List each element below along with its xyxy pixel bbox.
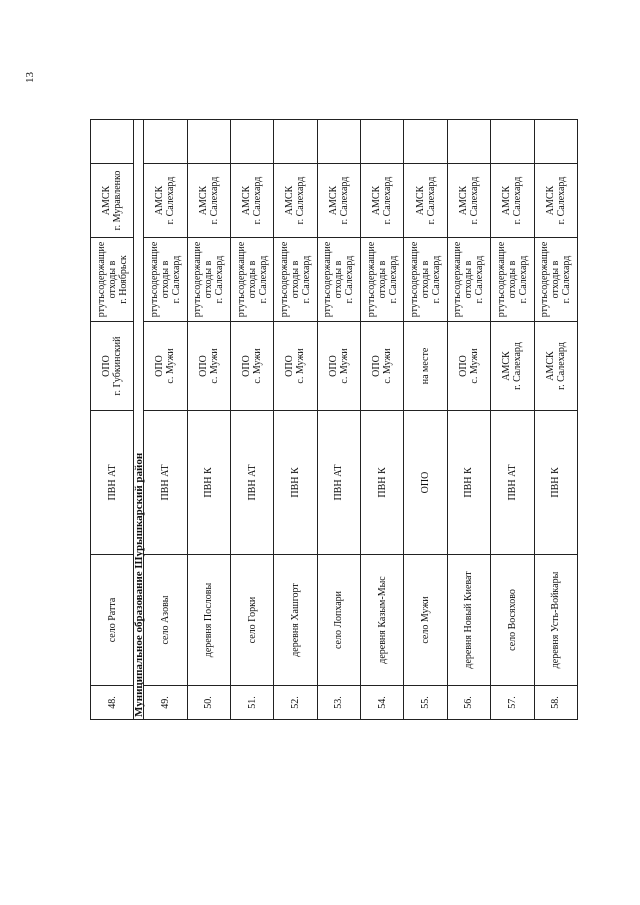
- cell-processing-organization: [534, 164, 578, 238]
- cell-settlement-name: [91, 555, 134, 686]
- cell-waste-description: [144, 238, 187, 322]
- cell-settlement-name: [534, 555, 578, 686]
- waste-description-line: отходы в: [550, 260, 562, 299]
- cell-storage-facility: [274, 322, 317, 411]
- waste-description-line: отходы в: [463, 260, 475, 299]
- cell-waste-description: [317, 238, 360, 322]
- settlement-name-line: деревня Пословы: [203, 582, 215, 658]
- table-body: [91, 120, 578, 720]
- storage-facility-line: с. Мужи: [165, 348, 177, 384]
- waste-description-line: отходы в: [159, 260, 171, 299]
- storage-facility-line: ОПО: [101, 355, 113, 377]
- waste-description-line: ртутьсодержащие: [452, 241, 464, 318]
- collection-point-line: ПВН АТ: [506, 464, 518, 501]
- storage-facility-line: ОПО: [241, 355, 253, 377]
- waste-description-line: ртутьсодержащие: [95, 241, 107, 318]
- settlement-name-line: деревня Казым-Мыс: [376, 576, 388, 664]
- cell-processing-organization: [404, 164, 447, 238]
- cell-settlement-name: [187, 555, 230, 686]
- processing-organization-line: АМСК: [501, 185, 513, 216]
- section-title: Муниципальное образование Шурышкарский район: [134, 120, 144, 720]
- cell-storage-facility: [317, 322, 360, 411]
- waste-description-line: ртутьсодержащие: [539, 241, 551, 318]
- collection-point-line: ПВН К: [550, 467, 562, 498]
- processing-organization-line: АМСК: [371, 185, 383, 216]
- collection-point-line: ПВН АТ: [246, 464, 258, 501]
- waste-description-line: отходы в: [203, 260, 215, 299]
- storage-facility-line: с. Мужи: [468, 348, 480, 384]
- cell-collection-point: [187, 411, 230, 555]
- settlement-name-line: село Азовы: [159, 595, 171, 645]
- storage-facility-line: ОПО: [457, 355, 469, 377]
- cell-settlement-name: [144, 555, 187, 686]
- table-row: [361, 120, 404, 720]
- waste-description-line: ртутьсодержащие: [409, 241, 421, 318]
- cell-settlement-name: [361, 555, 404, 686]
- processing-organization-line: АМСК: [101, 185, 113, 216]
- cell-collection-point: [404, 411, 447, 555]
- cell-waste-description: [491, 238, 534, 322]
- cell-waste-description: [91, 238, 134, 322]
- processing-organization-line: г. Салехард: [165, 176, 177, 225]
- processing-organization-line: г. Салехард: [252, 176, 264, 225]
- cell-settlement-name: [447, 555, 490, 686]
- waste-description-line: г. Салехард: [214, 255, 226, 304]
- settlement-name-line: деревня Новый Киеват: [463, 571, 475, 669]
- waste-routes-table: [90, 119, 578, 720]
- processing-organization-line: г. Салехард: [208, 176, 220, 225]
- collection-point-line: ПВН АТ: [333, 464, 345, 501]
- cell-empty: [404, 120, 447, 164]
- cell-row-number: [404, 686, 447, 720]
- table-row: [144, 120, 187, 720]
- row-number-line: 57.: [506, 696, 518, 709]
- processing-organization-line: АМСК: [457, 185, 469, 216]
- cell-row-number: [317, 686, 360, 720]
- row-number-line: 51.: [246, 696, 258, 709]
- cell-row-number: [91, 686, 134, 720]
- waste-description-line: г. Салехард: [387, 255, 399, 304]
- cell-processing-organization: [187, 164, 230, 238]
- waste-description-line: ртутьсодержащие: [322, 241, 334, 318]
- waste-description-line: ртутьсодержащие: [495, 241, 507, 318]
- storage-facility-line: с. Мужи: [208, 348, 220, 384]
- cell-collection-point: [91, 411, 134, 555]
- cell-settlement-name: [404, 555, 447, 686]
- collection-point-line: ПВН К: [203, 467, 215, 498]
- waste-description-line: г. Салехард: [170, 255, 182, 304]
- cell-processing-organization: [317, 164, 360, 238]
- table-row: [187, 120, 230, 720]
- waste-description-line: отходы в: [506, 260, 518, 299]
- waste-description-line: ртутьсодержащие: [235, 241, 247, 318]
- cell-collection-point: [230, 411, 273, 555]
- cell-collection-point: [144, 411, 187, 555]
- cell-collection-point: [447, 411, 490, 555]
- waste-description-line: ртутьсодержащие: [365, 241, 377, 318]
- cell-storage-facility: [230, 322, 273, 411]
- cell-empty: [491, 120, 534, 164]
- processing-organization-line: г. Салехард: [338, 176, 350, 225]
- cell-collection-point: [491, 411, 534, 555]
- cell-row-number: [361, 686, 404, 720]
- table-row: [317, 120, 360, 720]
- settlement-name-line: деревня Хашгорт: [289, 583, 301, 657]
- settlement-name-line: село Мужи: [420, 596, 432, 644]
- settlement-name-line: село Ратта: [106, 597, 118, 643]
- collection-point-line: ПВН К: [376, 467, 388, 498]
- processing-organization-line: АМСК: [197, 185, 209, 216]
- cell-storage-facility: [144, 322, 187, 411]
- waste-description-line: отходы в: [376, 260, 388, 299]
- processing-organization-line: АМСК: [241, 185, 253, 216]
- settlement-name-line: село Горки: [246, 596, 258, 644]
- cell-empty: [534, 120, 578, 164]
- cell-processing-organization: [491, 164, 534, 238]
- collection-point-line: ОПО: [420, 471, 432, 494]
- cell-empty: [361, 120, 404, 164]
- waste-description-line: отходы в: [289, 260, 301, 299]
- cell-processing-organization: [91, 164, 134, 238]
- cell-waste-description: [187, 238, 230, 322]
- storage-facility-line: с. Мужи: [338, 348, 350, 384]
- cell-storage-facility: [361, 322, 404, 411]
- settlement-name-line: село Лопхари: [333, 590, 345, 650]
- cell-processing-organization: [361, 164, 404, 238]
- cell-row-number: [187, 686, 230, 720]
- storage-facility-line: ОПО: [154, 355, 166, 377]
- storage-facility-line: с. Мужи: [252, 348, 264, 384]
- cell-settlement-name: [230, 555, 273, 686]
- storage-facility-line: с. Мужи: [295, 348, 307, 384]
- processing-organization-line: г. Салехард: [512, 176, 524, 225]
- cell-collection-point: [534, 411, 578, 555]
- cell-row-number: [447, 686, 490, 720]
- settlement-name-line: село Восяхово: [506, 589, 518, 651]
- storage-facility-line: ОПО: [327, 355, 339, 377]
- cell-collection-point: [274, 411, 317, 555]
- cell-storage-facility: [447, 322, 490, 411]
- cell-empty: [447, 120, 490, 164]
- cell-waste-description: [404, 238, 447, 322]
- cell-waste-description: [230, 238, 273, 322]
- storage-facility-line: АМСК: [544, 351, 556, 381]
- cell-storage-facility: [187, 322, 230, 411]
- cell-waste-description: [447, 238, 490, 322]
- cell-storage-facility: [91, 322, 134, 411]
- collection-point-line: ПВН К: [463, 467, 475, 498]
- waste-description-line: г. Салехард: [517, 255, 529, 304]
- storage-facility-line: ОПО: [371, 355, 383, 377]
- cell-processing-organization: [230, 164, 273, 238]
- row-number-line: 54.: [376, 696, 388, 709]
- cell-processing-organization: [144, 164, 187, 238]
- row-number-line: 53.: [333, 696, 345, 709]
- table-row: [404, 120, 447, 720]
- cell-processing-organization: [447, 164, 490, 238]
- table-row: [91, 120, 134, 720]
- storage-facility-line: на месте: [420, 347, 432, 385]
- waste-description-line: г. Салехард: [300, 255, 312, 304]
- waste-description-line: отходы в: [333, 260, 345, 299]
- row-number-line: 49.: [159, 696, 171, 709]
- cell-waste-description: [534, 238, 578, 322]
- cell-waste-description: [274, 238, 317, 322]
- waste-description-line: ртутьсодержащие: [192, 241, 204, 318]
- processing-organization-line: АМСК: [284, 185, 296, 216]
- processing-organization-line: г. Салехард: [425, 176, 437, 225]
- table-row: [274, 120, 317, 720]
- waste-description-line: г. Салехард: [344, 255, 356, 304]
- waste-description-line: г. Салехард: [431, 255, 443, 304]
- cell-storage-facility: [404, 322, 447, 411]
- processing-organization-line: г. Салехард: [555, 176, 567, 225]
- cell-processing-organization: [274, 164, 317, 238]
- page-number: 13: [24, 72, 36, 83]
- cell-empty: [274, 120, 317, 164]
- settlement-name-line: деревня Усть-Войкары: [550, 571, 562, 669]
- processing-organization-line: г. Муравленко: [112, 170, 124, 231]
- processing-organization-line: АМСК: [154, 185, 166, 216]
- cell-row-number: [534, 686, 578, 720]
- row-number-line: 55.: [420, 696, 432, 709]
- processing-organization-line: АМСК: [544, 185, 556, 216]
- row-number-line: 48.: [106, 696, 118, 709]
- waste-description-line: г. Салехард: [257, 255, 269, 304]
- processing-organization-line: г. Салехард: [295, 176, 307, 225]
- cell-empty: [144, 120, 187, 164]
- processing-organization-line: г. Салехард: [382, 176, 394, 225]
- cell-collection-point: [317, 411, 360, 555]
- processing-organization-line: г. Салехард: [468, 176, 480, 225]
- storage-facility-line: ОПО: [284, 355, 296, 377]
- cell-settlement-name: [317, 555, 360, 686]
- waste-description-line: отходы в: [420, 260, 432, 299]
- cell-settlement-name: [491, 555, 534, 686]
- processing-organization-line: АМСК: [414, 185, 426, 216]
- row-number-line: 50.: [203, 696, 215, 709]
- storage-facility-line: ОПО: [197, 355, 209, 377]
- waste-description-line: ртутьсодержащие: [278, 241, 290, 318]
- storage-facility-line: г. Губкинский: [112, 336, 124, 396]
- cell-empty: [317, 120, 360, 164]
- cell-storage-facility: [491, 322, 534, 411]
- cell-empty: [230, 120, 273, 164]
- table-row: [491, 120, 534, 720]
- waste-description-line: ртутьсодержащие: [148, 241, 160, 318]
- cell-row-number: [491, 686, 534, 720]
- waste-description-line: отходы в: [246, 260, 258, 299]
- waste-description-line: отходы в: [106, 260, 118, 299]
- cell-row-number: [274, 686, 317, 720]
- cell-empty: [187, 120, 230, 164]
- table-row: [534, 120, 578, 720]
- cell-row-number: [230, 686, 273, 720]
- storage-facility-line: г. Салехард: [512, 342, 524, 390]
- cell-waste-description: [361, 238, 404, 322]
- cell-storage-facility: [534, 322, 578, 411]
- waste-description-line: г. Салехард: [561, 255, 573, 304]
- storage-facility-line: с. Мужи: [382, 348, 394, 384]
- cell-settlement-name: [274, 555, 317, 686]
- waste-description-line: г. Ноябрьск: [117, 255, 129, 304]
- section-row: [134, 120, 144, 720]
- table-row: [447, 120, 490, 720]
- row-number-line: 58.: [550, 696, 562, 709]
- cell-empty: [91, 120, 134, 164]
- processing-organization-line: АМСК: [327, 185, 339, 216]
- row-number-line: 56.: [463, 696, 475, 709]
- table-row: [230, 120, 273, 720]
- collection-point-line: ПВН АТ: [159, 464, 171, 501]
- row-number-line: 52.: [289, 696, 301, 709]
- collection-point-line: ПВН АТ: [106, 464, 118, 501]
- storage-facility-line: АМСК: [501, 351, 513, 381]
- storage-facility-line: г. Салехард: [555, 342, 567, 390]
- cell-row-number: [144, 686, 187, 720]
- cell-collection-point: [361, 411, 404, 555]
- waste-description-line: г. Салехард: [474, 255, 486, 304]
- collection-point-line: ПВН К: [289, 467, 301, 498]
